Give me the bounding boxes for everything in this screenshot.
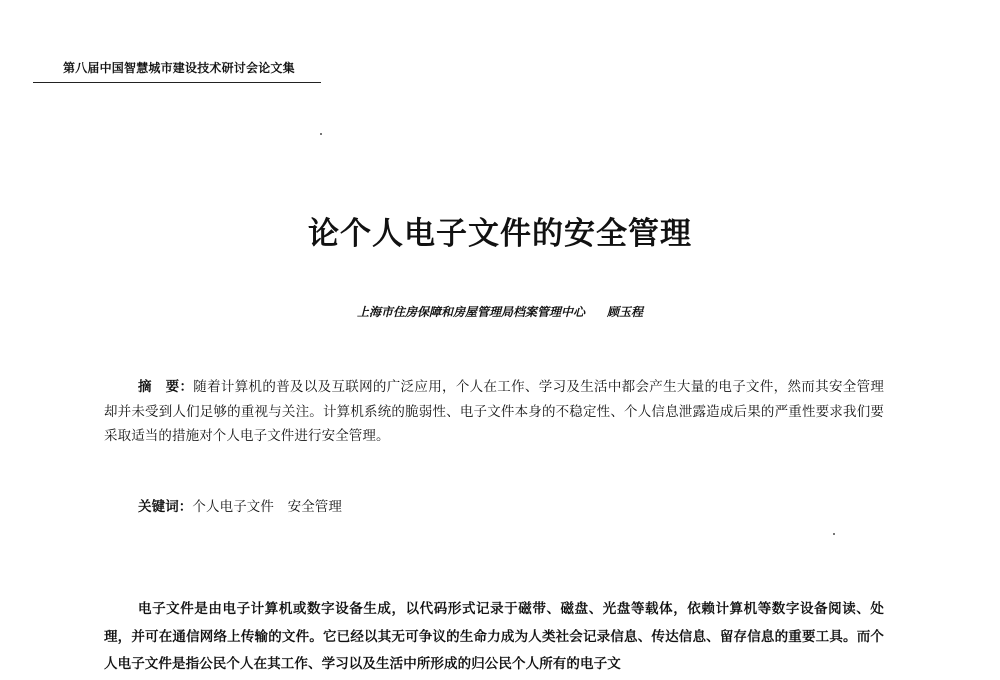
keywords <box>104 495 884 520</box>
paper-title: 论个人电子文件的安全管理 <box>308 216 692 252</box>
running-header: 第八届中国智慧城市建设技术研讨会论文集 <box>33 60 321 83</box>
abstract-label: 摘 要： <box>138 379 194 395</box>
abstract <box>104 375 884 449</box>
body-paragraph: 电子文件是由电子计算机或数字设备生成，以代码形式记录于磁带、磁盘、光盘等载体，依赖计算机等数字设备阅读、处理，并可在通信网络上传输的文件。它已经以其无可争议的生命力成为人类社会记录信息、传达信息、留存信息的重要工具。而个人电子文件是指公民个人在其工作、学习以及生活中所形成的归公民个人所有的电子文 <box>104 601 884 672</box>
author-name: 顾玉程 <box>607 305 644 319</box>
keywords-text: 个人电子文件 安全管理 <box>192 499 343 515</box>
keywords-label: 关键词： <box>138 499 193 515</box>
scan-speck <box>320 133 322 135</box>
scan-speck <box>833 533 835 535</box>
abstract-text: 随着计算机的普及以及互联网的广泛应用，个人在工作、学习及生活中都会产生大量的电子文件，然而其安全管理却并未受到人们足够的重视与关注。计算机系统的脆弱性、电子文件本身的不稳定性、个人信息泄露造成后果的严重性要求我们要采取适当的措施对个人电子文件进行安全管理。 <box>104 379 884 444</box>
affiliation: 上海市住房保障和房屋管理局档案管理中心 <box>356 305 585 319</box>
byline <box>0 303 1000 321</box>
